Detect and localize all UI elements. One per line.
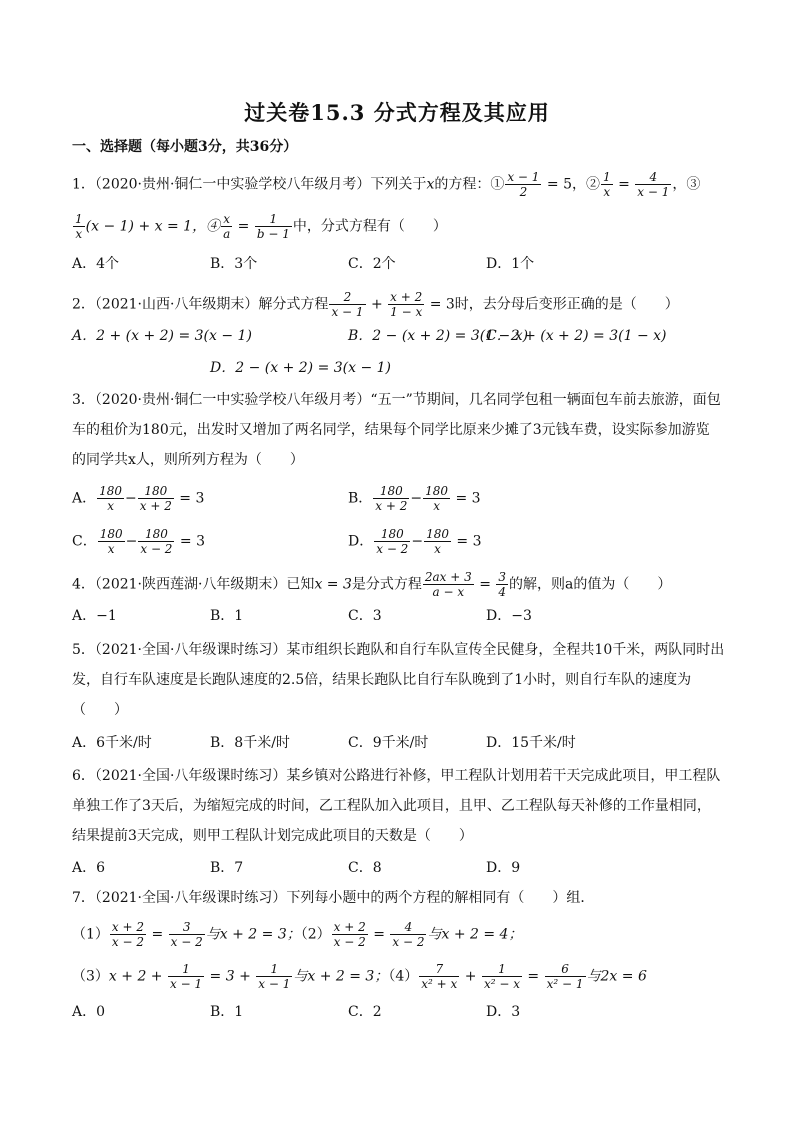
q1-fraction-5: $\frac{x}{a}$ (223, 212, 231, 241)
question-5-line-3: （ ） (72, 702, 128, 718)
q2-option-a: A．2 + (x + 2) = 3(x − 1) (72, 328, 252, 344)
q2-fraction-2: $\frac{x + 2}{1 - x}$ (390, 290, 423, 319)
question-6-line-3: 结果提前3天完成，则甲工程队计划完成此项目的天数是（ ） (72, 828, 473, 844)
q1-option-b: B．3个 (210, 256, 258, 272)
q1-eq: = 5，② (542, 176, 600, 193)
q7-option-d: D．3 (486, 1004, 521, 1020)
q3-option-d: D． $\frac{180}{x - 2}$ − $\frac{180}{x}$ = 3 (348, 527, 482, 556)
q2-option-b: B．2 − (x + 2) = 3(1 − x) (348, 328, 529, 344)
q1-option-a: A．4个 (72, 256, 120, 272)
section-heading: 一、选择题（每小题3分，共36分） (72, 139, 298, 155)
q3-option-c: C． $\frac{180}{x}$ − $\frac{180}{x - 2}$ = 3 (72, 527, 205, 556)
question-1-line-2: $\frac{1}{x}$ (x − 1) + x = 1，④ $\frac{x}{a}$ = $\frac{1}{b - 1}$ 中，分式方程有（ ） (75, 212, 447, 241)
q5-option-c: C．9千米/时 (348, 735, 429, 751)
question-6-line-2: 单独工作了3天后，为缩短完成的时间，乙工程队加入此项目，且甲、乙工程队每天补修的工作量相同， (72, 798, 711, 814)
q2-option-c: C．2 + (x + 2) = 3(1 − x) (486, 328, 667, 344)
q4-fraction-2: $\frac{3}{4}$ (498, 570, 507, 599)
q1-var: x (426, 176, 435, 193)
page-title: 过关卷15.3 分式方程及其应用 (244, 100, 550, 125)
q4-option-a: A．−1 (72, 608, 117, 624)
q2-option-d: D．2 − (x + 2) = 3(x − 1) (210, 360, 392, 376)
question-7-line-1: 7．（2021·全国·八年级课时练习）下列每小题中的两个方程的解相同有（ ）组． (72, 890, 595, 906)
q4-fraction-1: $\frac{2ax + 3}{a - x}$ (424, 570, 472, 599)
q1-fraction-3: $\frac{4}{x - 1}$ (637, 170, 670, 199)
question-3-line-3: 的同学共x人，则所列方程为（ ） (72, 452, 304, 468)
q6-option-d: D．9 (486, 860, 521, 876)
question-3-line-1: 3．（2020·贵州·铜仁一中实验学校八年级月考）“五一”节期间，几名同学包租一辆面包车前去旅游，面包 (72, 392, 721, 408)
q4-option-c: C．3 (348, 608, 382, 624)
q5-option-a: A．6千米/时 (72, 735, 152, 751)
q7-option-a: A．0 (72, 1004, 106, 1020)
q1-text: 1．（2020·贵州·铜仁一中实验学校八年级月考）下列关于 (72, 176, 427, 193)
q6-option-c: C．8 (348, 860, 382, 876)
question-7-pair-1-2: （1） $\frac{x + 2}{x - 2}$ = $\frac{3}{x - 2}$ 与x + 2 = 3；（2） $\frac{x + 2}{x - 2}$ = $\frac{4}{x - 2}$ 与x + 2 = 4； (72, 920, 523, 949)
q7-option-c: C．2 (348, 1004, 382, 1020)
q1-fraction-4: $\frac{1}{x}$ (75, 212, 83, 241)
q1-fraction-1: $\frac{x - 1}{2}$ (507, 170, 540, 199)
q1-fraction-6: $\frac{1}{b - 1}$ (256, 212, 290, 241)
q1-option-d: D．1个 (486, 256, 535, 272)
q6-option-b: B．7 (210, 860, 244, 876)
question-3-line-2: 车的租价为180元，出发时又增加了两名同学，结果每个同学比原来少摊了3元钱车费，设实际参加游览 (72, 422, 710, 438)
q1-fraction-2: $\frac{1}{x}$ (602, 170, 611, 199)
question-5-line-2: 发，自行车队速度是长跑队速度的2.5倍，结果长跑队比自行车队晚到了1小时，则自行车队的速度为 (72, 672, 692, 688)
q3-option-b: B． $\frac{180}{x + 2}$ − $\frac{180}{x}$ = 3 (348, 484, 481, 513)
question-6-line-1: 6．（2021·全国·八年级课时练习）某乡镇对公路进行补修，甲工程队计划用若干天完成此项目，甲工程队 (72, 768, 721, 784)
q5-option-b: B．8千米/时 (210, 735, 290, 751)
q6-option-a: A．6 (72, 860, 106, 876)
q5-option-d: D．15千米/时 (486, 735, 576, 751)
question-1-line-1: 1．（2020·贵州·铜仁一中实验学校八年级月考）下列关于x的方程：① $\frac{x - 1}{2}$ = 5，② $\frac{1}{x}$ = $\frac{4}{x - 1}$ ，③ (72, 170, 701, 199)
q1-option-c: C．2个 (348, 256, 396, 272)
question-4-line: 4．（2021·陕西莲湖·八年级期末）已知x = 3是分式方程 $\frac{2ax + 3}{a - x}$ = $\frac{3}{4}$ 的解，则a的值为（ ） (72, 570, 672, 599)
q4-option-d: D．−3 (486, 608, 532, 624)
question-2-line: 2．（2021·山西·八年级期末）解分式方程 $\frac{2}{x - 1}$ + $\frac{x + 2}{1 - x}$ = 3时，去分母后变形正确的是（ ） (72, 290, 679, 319)
q1-text-mid: 的方程：① (434, 176, 505, 193)
question-5-line-1: 5．（2021·全国·八年级课时练习）某市组织长跑队和自行车队宣传全民健身，全程共10千米，两队同时出 (72, 642, 725, 658)
question-7-pair-3-4: （3）x + 2 + $\frac{1}{x - 1}$ = 3 + $\frac{1}{x - 1}$ 与x + 2 = 3；（4） $\frac{7}{\text{x² + x}}$ + $\frac{1}{\text{x² − x}}$ = $\frac{6}{\text{x² − 1}}$ 与2x = 6 (72, 962, 647, 991)
q3-option-a: A． $\frac{180}{x}$ − $\frac{180}{x + 2}$ = 3 (72, 484, 205, 513)
q4-option-b: B．1 (210, 608, 244, 624)
q7-option-b: B．1 (210, 1004, 244, 1020)
q2-fraction-1: $\frac{2}{x - 1}$ (331, 290, 364, 319)
